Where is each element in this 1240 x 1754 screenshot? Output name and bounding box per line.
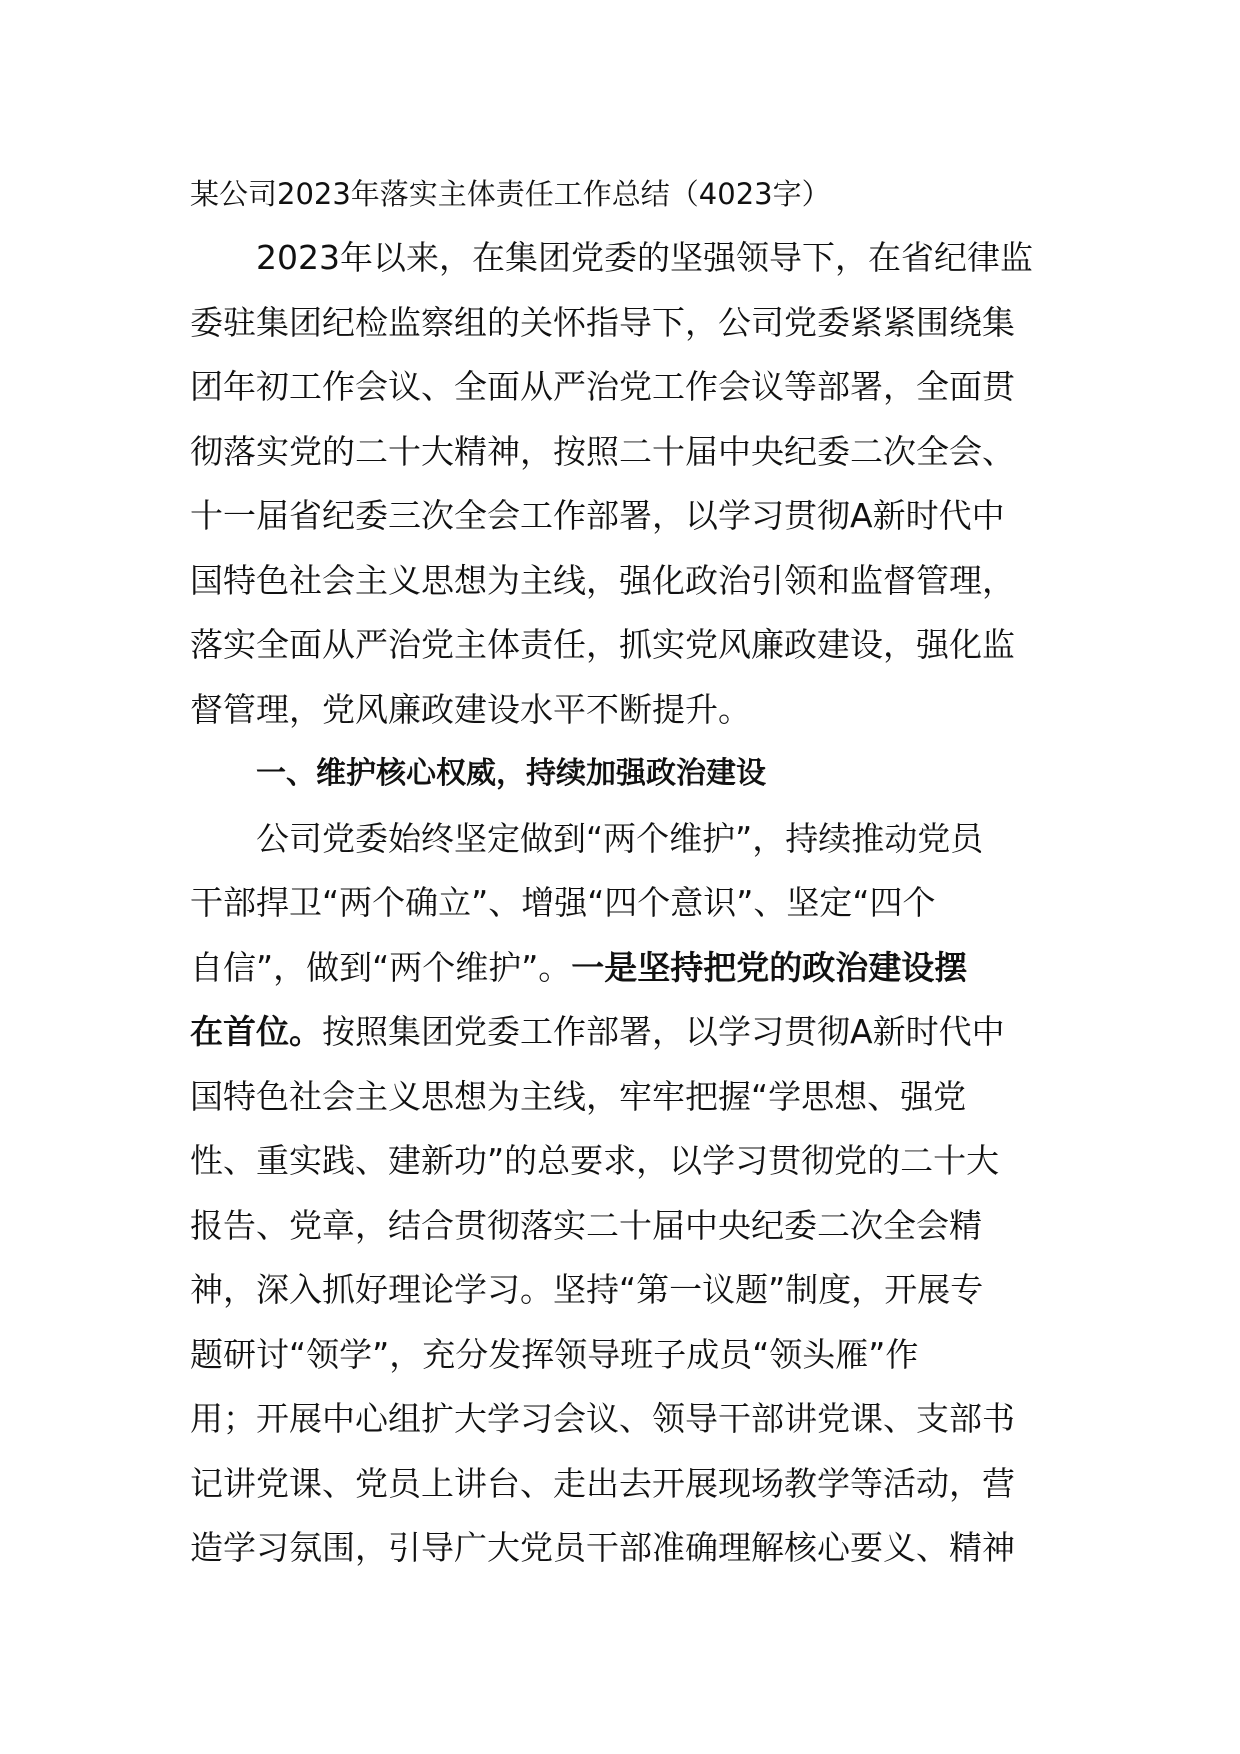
paragraph-section1 (190, 807, 1070, 1581)
paragraph-line: 国特色社会主义思想为主线，强化政治引领和监督管理， (190, 560, 1015, 600)
inline-text: 按照集团党委工作部署，以学习贯彻A新时代中 (322, 1012, 1005, 1051)
paragraph-line: 彻落实党的二十大精神，按照二十届中央纪委二次全会、 (190, 431, 1015, 471)
paragraph-line: 团年初工作会议、全面从严治党工作会议等部署，全面贯 (190, 367, 1015, 406)
paragraph-line: 题研讨“领学”，充分发挥领导班子成员“领头雁”作 (190, 1334, 919, 1374)
paragraph-line: 十一届省纪委三次全会工作部署，以学习贯彻A新时代中 (190, 496, 1005, 535)
paragraph-line: 落实全面从严治党主体责任，抓实党风廉政建设，强化监 (190, 625, 1015, 664)
paragraph-line: 神，深入抓好理论学习。坚持“第一议题”制度，开展专 (190, 1270, 984, 1309)
bold-lead-text: 一是坚持把党的政治建设摆 (571, 947, 968, 987)
paragraph-line: 造学习氛围，引导广大党员干部准确理解核心要义、精神 (190, 1528, 1015, 1567)
section-heading: 一、维护核心权威，持续加强政治建设 (256, 756, 766, 791)
paragraph-line (190, 1000, 1070, 1065)
paragraph-line: 公司党委始终坚定做到“两个维护”，持续推动党员 (256, 818, 984, 858)
paragraph-line: 性、重实践、建新功”的总要求，以学习贯彻党的二十大 (190, 1141, 1000, 1180)
paragraph-line: 2023年以来，在集团党委的坚强领导下，在省纪律监 (256, 238, 1033, 277)
bold-lead-text: 在首位。 (190, 1012, 322, 1051)
paragraph-line: 干部捍卫“两个确立”、增强“四个意识”、坚定“四个 (190, 883, 936, 922)
document-body (190, 162, 1070, 1581)
paragraph-line: 委驻集团纪检监察组的关怀指导下，公司党委紧紧围绕集 (190, 302, 1015, 342)
paragraph-line: 国特色社会主义思想为主线，牢牢把握“学思想、强党 (190, 1076, 967, 1116)
document-title: 某公司2023年落实主体责任工作总结（4023字） (190, 177, 831, 211)
paragraph-line (190, 936, 1070, 1001)
paragraph-line: 用；开展中心组扩大学习会议、领导干部讲党课、支部书 (190, 1399, 1015, 1438)
paragraph-line: 报告、党章，结合贯彻落实二十届中央纪委二次全会精 (190, 1205, 982, 1245)
paragraph-line: 记讲党课、党员上讲台、走出去开展现场教学等活动，营 (190, 1463, 1015, 1503)
inline-text: 自信”，做到“两个维护”。 (190, 947, 572, 987)
paragraph-intro (190, 226, 1070, 742)
paragraph-line: 督管理，党风廉政建设水平不断提升。 (190, 689, 751, 729)
